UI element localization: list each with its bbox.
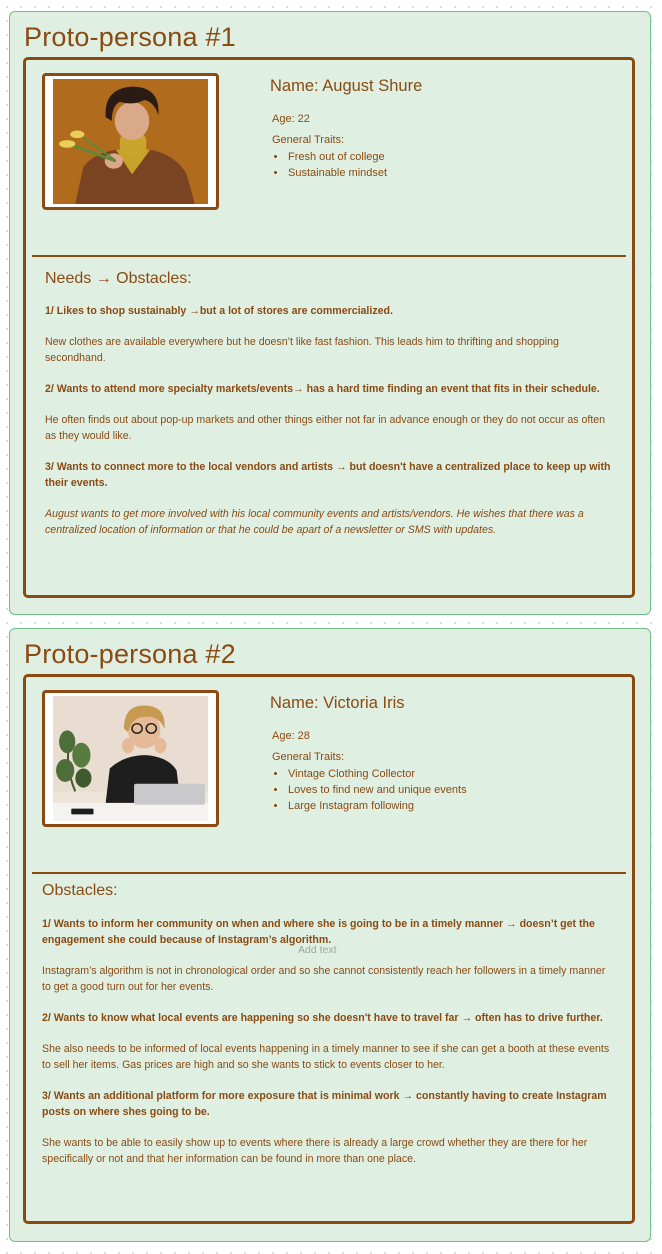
- obstacle-heading-3: 3/ Wants to connect more to the local vendors and artists → but doesn't have a centralized place to keep up with their events.: [45, 461, 611, 489]
- traits-list-1: [272, 149, 387, 181]
- obstacle-text-3: She wants to be able to easily show up to events where there is already a large crowd whether they are there for her specifically or not and that her information can be found in more than one place.: [42, 1137, 588, 1165]
- photo-frame-1[interactable]: [42, 73, 219, 210]
- section-title-2: Obstacles:: [42, 882, 118, 899]
- trait-item: • Vintage Clothing Collector: [287, 766, 467, 782]
- persona-name-2: Name: Victoria Iris: [270, 694, 405, 712]
- persona-frame-1[interactable]: [9, 11, 651, 615]
- obstacle-heading-3: 3/ Wants an additional platform for more exposure that is minimal work → constantly having to create Instagram posts on where shes going to be.: [42, 1090, 607, 1118]
- section-divider-2: [32, 872, 626, 874]
- portrait-photo-1: [53, 79, 208, 204]
- obstacle-heading-1: 1/ Likes to shop sustainably →but a lot of stores are commercialized.: [45, 305, 393, 317]
- persona-frame-2[interactable]: [9, 628, 651, 1242]
- obstacle-text-2: He often finds out about pop-up markets and other things either not far in advance enough or they do not occur as often as they would like.: [45, 414, 606, 442]
- trait-item: • Fresh out of college: [287, 149, 387, 165]
- traits-list-2: [272, 766, 467, 814]
- obstacle-heading-2: 2/ Wants to attend more specialty markets/events→ has a hard time finding an event that fits in their schedule.: [45, 383, 600, 395]
- persona-age-1: Age: 22: [272, 113, 310, 125]
- add-text-placeholder[interactable]: Add text: [298, 944, 337, 956]
- photo-frame-2[interactable]: [42, 690, 219, 827]
- obstacle-text-1: Instagram’s algorithm is not in chronological order and so she cannot consistently reach her followers in a timely manner to get a good turn out for her events.: [42, 965, 606, 993]
- trait-item: • Large Instagram following: [287, 798, 467, 814]
- section-divider-1: [32, 255, 626, 257]
- persona-age-2: Age: 28: [272, 730, 310, 742]
- persona-card-1[interactable]: [23, 57, 635, 598]
- frame-title-1: Proto-persona #1: [24, 22, 236, 52]
- obstacle-text-2: She also needs to be informed of local events happening in a timely manner to see if she can get a booth at these events to sell her items. Gas prices are high and so she wants to stick to events closer to her.: [42, 1043, 610, 1071]
- obstacle-text-1: New clothes are available everywhere but he doesn’t like fast fashion. This leads him to thrifting and shopping secondhand.: [45, 336, 559, 364]
- portrait-photo-2: [53, 696, 208, 821]
- persona-name-1: Name: August Shure: [270, 77, 423, 95]
- obstacle-heading-2: 2/ Wants to know what local events are happening so she doesn't have to travel far → often has to drive further.: [42, 1012, 603, 1024]
- trait-item: • Sustainable mindset: [287, 165, 387, 181]
- section-title-1: Needs → Obstacles:: [45, 270, 192, 287]
- frame-title-2: Proto-persona #2: [24, 639, 236, 669]
- traits-label-1: General Traits:: [272, 134, 345, 146]
- traits-label-2: General Traits:: [272, 751, 345, 763]
- obstacle-text-3: August wants to get more involved with his local community events and artists/vendors. He wishes that there was a centralized location of information or that he could be apart of a newsletter or SMS with updates.: [45, 508, 584, 536]
- trait-item: • Loves to find new and unique events: [287, 782, 467, 798]
- obstacle-heading-1: 1/ Wants to inform her community on when and where she is going to be in a timely manner → doesn’t get the engagement she could because of Instagram’s algorithm.: [42, 918, 595, 946]
